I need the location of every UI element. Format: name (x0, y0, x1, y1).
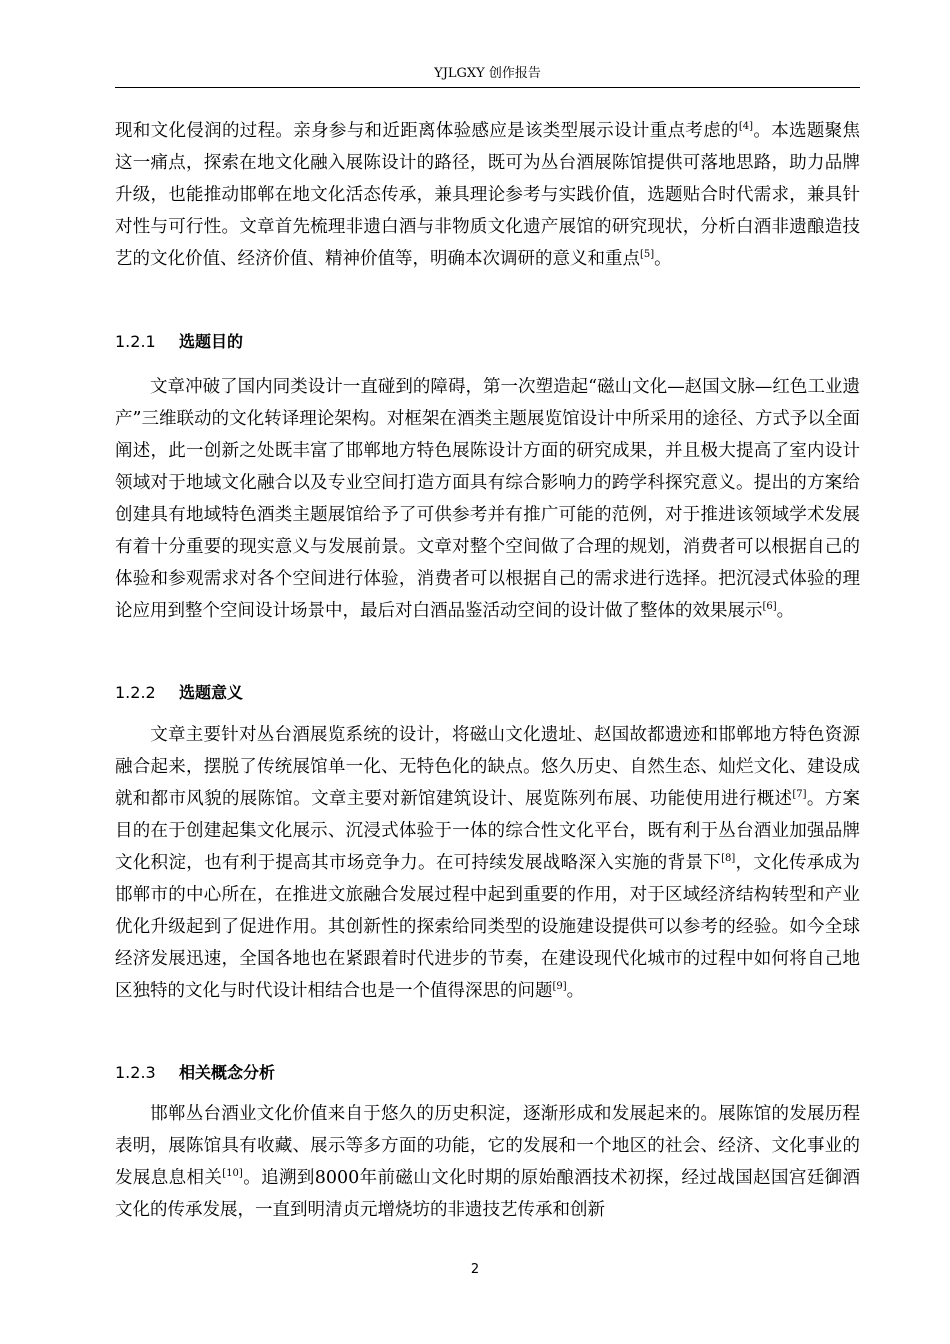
paragraph-text: 。 (654, 249, 672, 269)
paragraph-intro-continued (115, 115, 860, 275)
citation-ref: [5] (640, 249, 655, 261)
paragraph-text: 文章主要针对丛台酒展览系统的设计，将磁山文化遗址、赵国故都遗迹和邯郸地方特色资源融合起来，摆脱了传统展馆单一化、无特色化的缺点。悠久历史、自然生态、灿烂文化、建设成就和都市风貌的展陈馆。文章主要对新馆建筑设计、展览陈列布展、功能使用进行概述 (115, 725, 860, 809)
paragraph-significance (115, 719, 860, 1007)
section-title: 相关概念分析 (179, 1063, 276, 1082)
section-heading-1-2-1 (115, 330, 860, 354)
citation-ref: [7] (792, 789, 807, 801)
citation-ref: [9] (552, 981, 567, 993)
section-number: 1.2.2 (115, 683, 156, 702)
paragraph-text: 。追溯到8000年前磁山文化时期的原始酿酒技术初探，经过战国赵国宫廷御酒文化的传承发展，一直到明清贞元增烧坊的非遗技艺传承和创新 (115, 1168, 860, 1220)
citation-ref: [4] (738, 121, 754, 133)
section-number: 1.2.3 (115, 1063, 156, 1082)
paragraph-text: 现和文化侵润的过程。亲身参与和近距离体验感应是该类型展示设计重点考虑的 (115, 121, 739, 141)
paragraph-text: ，文化传承成为邯郸市的中心所在，在推进文旅融合发展过程中起到重要的作用，对于区域经济结构转型和产业优化升级起到了促进作用。其创新性的探索给同类型的设施建设提供可以参考的经验。如今全球经济发展迅速，全国各地也在紧跟着时代进步的节奏，在建设现代化城市的过程中如何将自己地区独特的文化与时代设计相结合也是一个值得深思的问题 (115, 853, 861, 1001)
paragraph-concepts (115, 1098, 860, 1226)
section-number: 1.2.1 (115, 332, 156, 351)
citation-ref: [6] (762, 601, 777, 613)
section-heading-1-2-2 (115, 681, 860, 705)
paragraph-text: 邯郸丛台酒业文化价值来自于悠久的历史积淀，逐渐形成和发展起来的。展陈馆的发展历程表明，展陈馆具有收藏、展示等多方面的功能，它的发展和一个地区的社会、经济、文化事业的发展息息相关 (115, 1104, 860, 1188)
citation-ref: [8] (721, 853, 736, 865)
citation-ref: [10] (222, 1168, 243, 1180)
paragraph-text: 。 (566, 981, 585, 1001)
paragraph-text: 。 (776, 601, 795, 621)
paragraph-text: 文章冲破了国内同类设计一直碰到的障碍，第一次塑造起“磁山文化—赵国文脉—红色工业遗产”三维联动的文化转译理论架构。对框架在酒类主题展览馆设计中所采用的途径、方式予以全面阐述，此一创新之处既丰富了邯郸地方特色展陈设计方面的研究成果，并且极大提高了室内设计领域对于地域文化融合以及专业空间打造方面具有综合影响力的跨学科探究意义。提出的方案给创建具有地域特色酒类主题展馆给予了可供参考并有推广可能的范例，对于推进该领域学术发展有着十分重要的现实意义与发展前景。文章对整个空间做了合理的规划，消费者可以根据自己的体验和参观需求对各个空间进行体验，消费者可以根据自己的需求进行选择。把沉浸式体验的理论应用到整个空间设计场景中，最后对白酒品鉴活动空间的设计做了整体的效果展示 (115, 377, 860, 621)
paragraph-text: 。本选题聚焦这一痛点，探索在地文化融入展陈设计的路径，既可为丛台酒展陈馆提供可落地思路，助力品牌升级，也能推动邯郸在地文化活态传承，兼具理论参考与实践价值，选题贴合时代需求，兼具针对性与可行性。文章首先梳理非遗白酒与非物质文化遗产展馆的研究现状，分析白酒非遗酿造技艺的文化价值、经济价值、精神价值等，明确本次调研的意义和重点 (115, 121, 860, 269)
paragraph-purpose (115, 371, 860, 627)
header-rule (115, 87, 860, 88)
section-heading-1-2-3 (115, 1061, 860, 1085)
section-title: 选题目的 (179, 332, 244, 351)
page-header: YJLGXY 创作报告 (434, 66, 541, 81)
section-title: 选题意义 (179, 683, 244, 702)
paragraph-text: 。方案目的在于创建起集文化展示、沉浸式体验于一体的综合性文化平台，既有利于丛台酒业加强品牌文化积淀，也有利于提高其市场竞争力。在可持续发展战略深入实施的背景下 (115, 789, 861, 873)
page-number: 2 (470, 1262, 480, 1277)
